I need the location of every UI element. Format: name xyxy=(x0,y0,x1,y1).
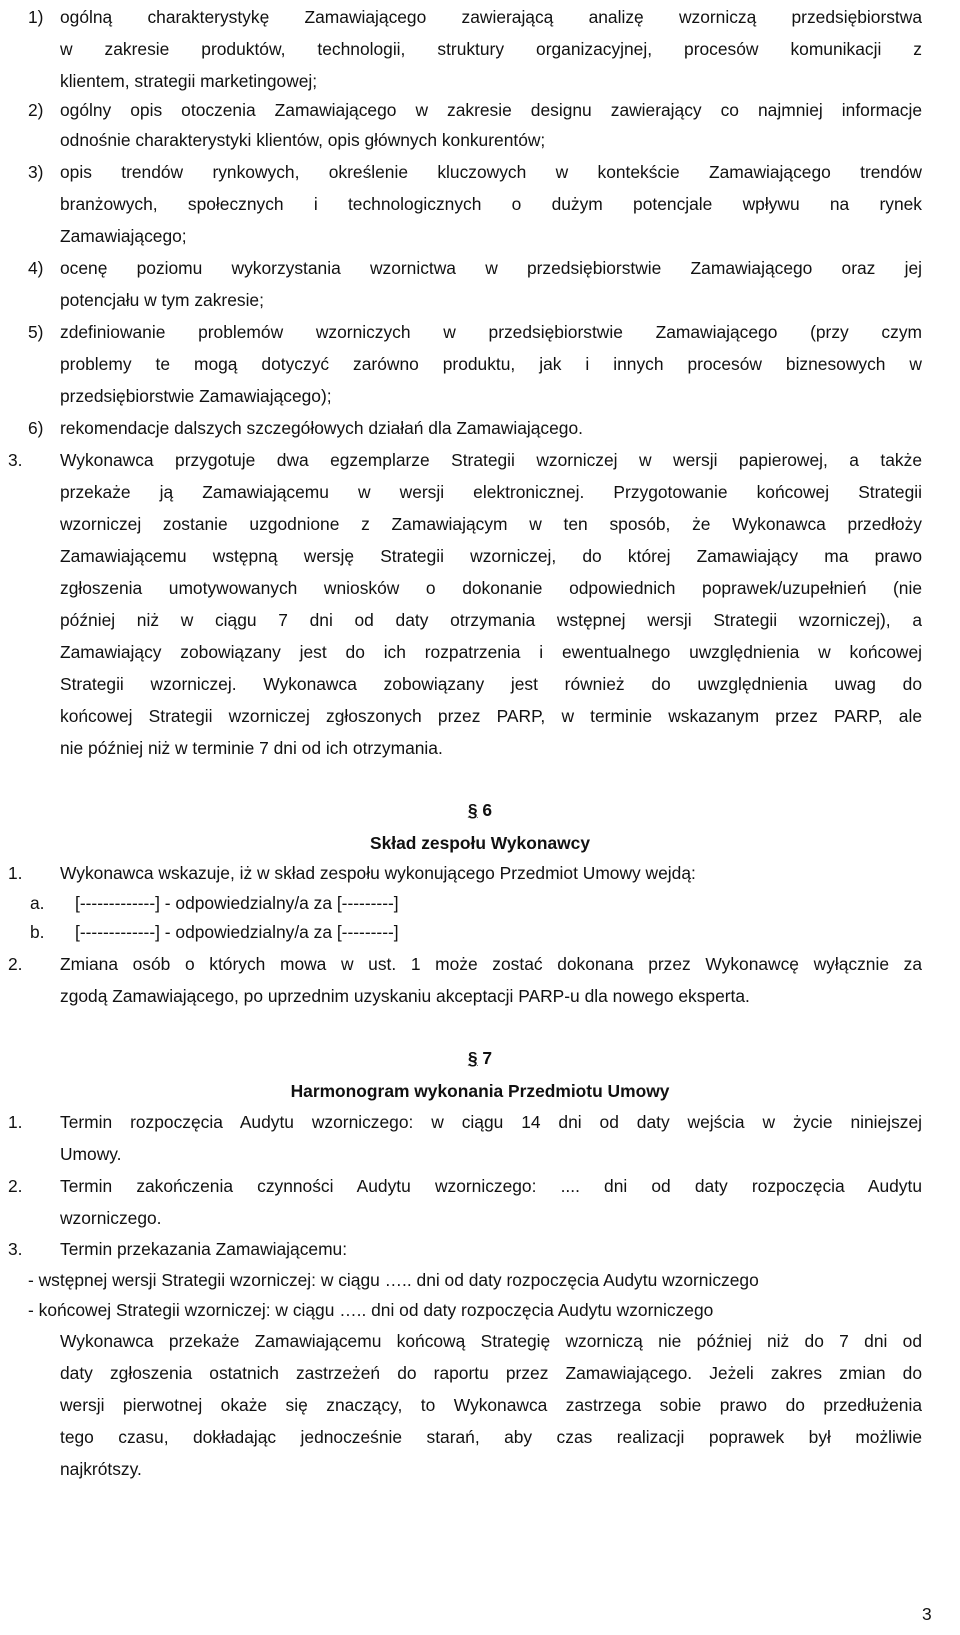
list-item-line: opis trendów rynkowych, określenie kluczowych w kontekście Zamawiającego trendów xyxy=(60,162,922,182)
subitem-text: [-------------] - odpowiedzialny/a za [---------] xyxy=(75,893,399,913)
paragraph-number: 1. xyxy=(8,1112,23,1132)
paragraph-number: 3. xyxy=(8,1239,23,1259)
list-item-line: ogólny opis otoczenia Zamawiającego w zakresie designu zawierający co najmniej informacje xyxy=(60,100,922,120)
section-title: Harmonogram wykonania Przedmiotu Umowy xyxy=(290,1081,670,1101)
list-item-number: 5) xyxy=(28,322,44,342)
list-item-line: rekomendacje dalszych szczegółowych działań dla Zamawiającego. xyxy=(60,418,583,438)
paragraph-number: 3. xyxy=(8,450,23,470)
paragraph-line: zgłoszenia umotywowanych wniosków o dokonanie odpowiednich poprawek/uzupełnień (nie xyxy=(60,578,922,598)
paragraph-line: końcowej Strategii wzorniczej zgłoszonych przez PARP, w terminie wskazanym przez PARP, ale xyxy=(60,706,922,726)
paragraph-line: Wykonawca przekaże Zamawiającemu końcową Strategię wzorniczą nie później niż do 7 dni od xyxy=(60,1331,922,1351)
list-item-line: odnośnie charakterystyki klientów, opis głównych konkurentów; xyxy=(60,130,546,150)
section-number: 7 xyxy=(482,1048,493,1068)
paragraph-number: 2. xyxy=(8,954,23,974)
paragraph-line: Wykonawca przygotuje dwa egzemplarze Strategii wzorniczej w wersji papierowej, a także xyxy=(60,450,922,470)
subitem-text: [-------------] - odpowiedzialny/a za [---------] xyxy=(75,922,399,942)
paragraph-line: Termin zakończenia czynności Audytu wzorniczego: .... dni od daty rozpoczęcia Audytu xyxy=(60,1176,922,1196)
paragraph-number: 1. xyxy=(8,863,23,883)
paragraph-line: Termin rozpoczęcia Audytu wzorniczego: w ciągu 14 dni od daty wejścia w życie niniejszej xyxy=(60,1112,922,1132)
section-heading-6 xyxy=(0,799,960,821)
paragraph-line: zgodą Zamawiającego, po uprzednim uzyskaniu akceptacji PARP-u dla nowego eksperta. xyxy=(60,986,750,1006)
section-symbol: § xyxy=(467,1048,478,1068)
paragraph-line: Zmiana osób o których mowa w ust. 1 może zostać dokonana przez Wykonawcę wyłącznie za xyxy=(60,954,922,974)
list-item-line: problemy te mogą dotyczyć zarówno produktu, jak i innych procesów biznesowych w xyxy=(60,354,922,374)
list-item-number: 3) xyxy=(28,162,44,182)
subitem-letter: b. xyxy=(30,922,45,942)
paragraph-number: 2. xyxy=(8,1176,23,1196)
subitem-letter: a. xyxy=(30,893,45,913)
section-heading-7 xyxy=(0,1047,960,1069)
list-item-line: branżowych, społecznych i technologicznych o dużym potencjale wpływu na rynek xyxy=(60,194,922,214)
section-title: Skład zespołu Wykonawcy xyxy=(369,833,591,853)
paragraph-line: nie później niż w terminie 7 dni od ich otrzymania. xyxy=(60,738,443,758)
list-item-line: ocenę poziomu wykorzystania wzornictwa w przedsiębiorstwie Zamawiającego oraz jej xyxy=(60,258,922,278)
section-number: 6 xyxy=(482,800,493,820)
paragraph-line: tego czasu, dokładając jednocześnie starań, aby czas realizacji poprawek był możliwie xyxy=(60,1427,922,1447)
dash-item: - końcowej Strategii wzorniczej: w ciągu ….. dni od daty rozpoczęcia Audytu wzorniczego xyxy=(28,1300,714,1320)
list-item-line: Zamawiającego; xyxy=(60,226,187,246)
list-item-number: 2) xyxy=(28,100,44,120)
paragraph-line: Wykonawca wskazuje, iż w skład zespołu wykonującego Przedmiot Umowy wejdą: xyxy=(60,863,696,883)
list-item-number: 4) xyxy=(28,258,44,278)
list-item-line: przedsiębiorstwie Zamawiającego); xyxy=(60,386,332,406)
paragraph-line: Strategii wzorniczej. Wykonawca zobowiązany jest również do uwzględnienia uwag do xyxy=(60,674,922,694)
paragraph-line: daty zgłoszenia ostatnich zastrzeżeń do raportu przez Zamawiającego. Jeżeli zakres zmian do xyxy=(60,1363,922,1383)
dash-item: - wstępnej wersji Strategii wzorniczej: w ciągu ….. dni od daty rozpoczęcia Audytu wzorniczego xyxy=(28,1270,759,1290)
list-item-line: klientem, strategii marketingowej; xyxy=(60,71,318,91)
list-item-line: ogólną charakterystykę Zamawiającego zawierającą analizę wzorniczą przedsiębiorstwa xyxy=(60,7,922,27)
paragraph-line: później niż w ciągu 7 dni od daty otrzymania wstępnej wersji Strategii wzorniczej), a xyxy=(60,610,922,630)
section-symbol: § xyxy=(467,800,478,820)
list-item-line: potencjału w tym zakresie; xyxy=(60,290,264,310)
paragraph-line: najkrótszy. xyxy=(60,1459,142,1479)
paragraph-line: wzorniczej zostanie uzgodnione z Zamawiającym w ten sposób, że Wykonawca przedłoży xyxy=(60,514,922,534)
list-item-line: w zakresie produktów, technologii, struktury organizacyjnej, procesów komunikacji z xyxy=(60,39,922,59)
paragraph-line: Zamawiający zobowiązany jest do ich rozpatrzenia i ewentualnego uwzględnienia w końcowej xyxy=(60,642,922,662)
list-item-number: 6) xyxy=(28,418,44,438)
page-number: 3 xyxy=(922,1604,932,1624)
paragraph-line: wzorniczego. xyxy=(60,1208,162,1228)
paragraph-line: Zamawiającemu wstępną wersję Strategii wzorniczej, do której Zamawiający ma prawo xyxy=(60,546,922,566)
paragraph-line: Termin przekazania Zamawiającemu: xyxy=(60,1239,348,1259)
paragraph-line: Umowy. xyxy=(60,1144,122,1164)
list-item-line: zdefiniowanie problemów wzorniczych w przedsiębiorstwie Zamawiającego (przy czym xyxy=(60,322,922,342)
paragraph-line: wersji pierwotnej okaże się znaczący, to Wykonawca zastrzega sobie prawo do przedłużenia xyxy=(60,1395,922,1415)
list-item-number: 1) xyxy=(28,7,44,27)
paragraph-line: przekaże ją Zamawiającemu w wersji elektronicznej. Przygotowanie końcowej Strategii xyxy=(60,482,922,502)
